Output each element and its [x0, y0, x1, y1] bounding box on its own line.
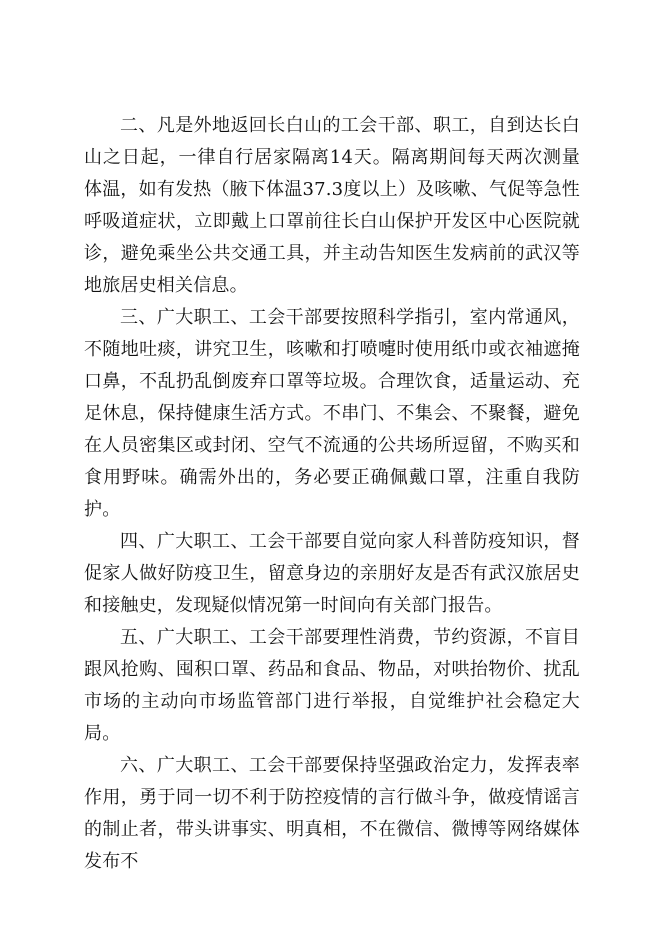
paragraph-3: 三、广大职工、工会干部要按照科学指引，室内常通风，不随地吐痰，讲究卫生，咳嗽和打喷嚏时使用纸巾或衣袖遮掩口鼻，不乱扔乱倒废弃口罩等垃圾。合理饮食，适量运动、充足休息，保持健康生活方式。不串门、不集会、不聚餐，避免在人员密集区或封闭、空气不流通的公共场所逗留，不购买和食用野味。确需外出的，务必要正确佩戴口罩，注重自我防护。 [84, 307, 580, 520]
paragraph-2: 二、凡是外地返回长白山的工会干部、职工，自到达长白山之日起，一律自行居家隔离14天。隔离期间每天两次测量体温，如有发热（腋下体温37.3度以上）及咳嗽、气促等急性呼吸道症状，立即戴上口罩前往长白山保护开发区中心医院就诊，避免乘坐公共交通工具，并主动告知医生发病前的武汉等地旅居史相关信息。 [84, 115, 580, 296]
paragraph-5: 五、广大职工、工会干部要理性消费，节约资源，不盲目跟风抢购、囤积口罩、药品和食品、物品，对哄抬物价、扰乱市场的主动向市场监管部门进行举报，自觉维护社会稳定大局。 [84, 627, 580, 744]
paragraph-6: 六、广大职工、工会干部要保持坚强政治定力，发挥表率作用，勇于同一切不利于防控疫情的言行做斗争，做疫情谣言的制止者，带头讲事实、明真相，不在微信、微博等网络媒体发布不 [84, 755, 580, 872]
document-body [84, 110, 580, 878]
paragraph-4: 四、广大职工、工会干部要自觉向家人科普防疫知识，督促家人做好防疫卫生，留意身边的亲朋好友是否有武汉旅居史和接触史，发现疑似情况第一时间向有关部门报告。 [84, 531, 580, 616]
